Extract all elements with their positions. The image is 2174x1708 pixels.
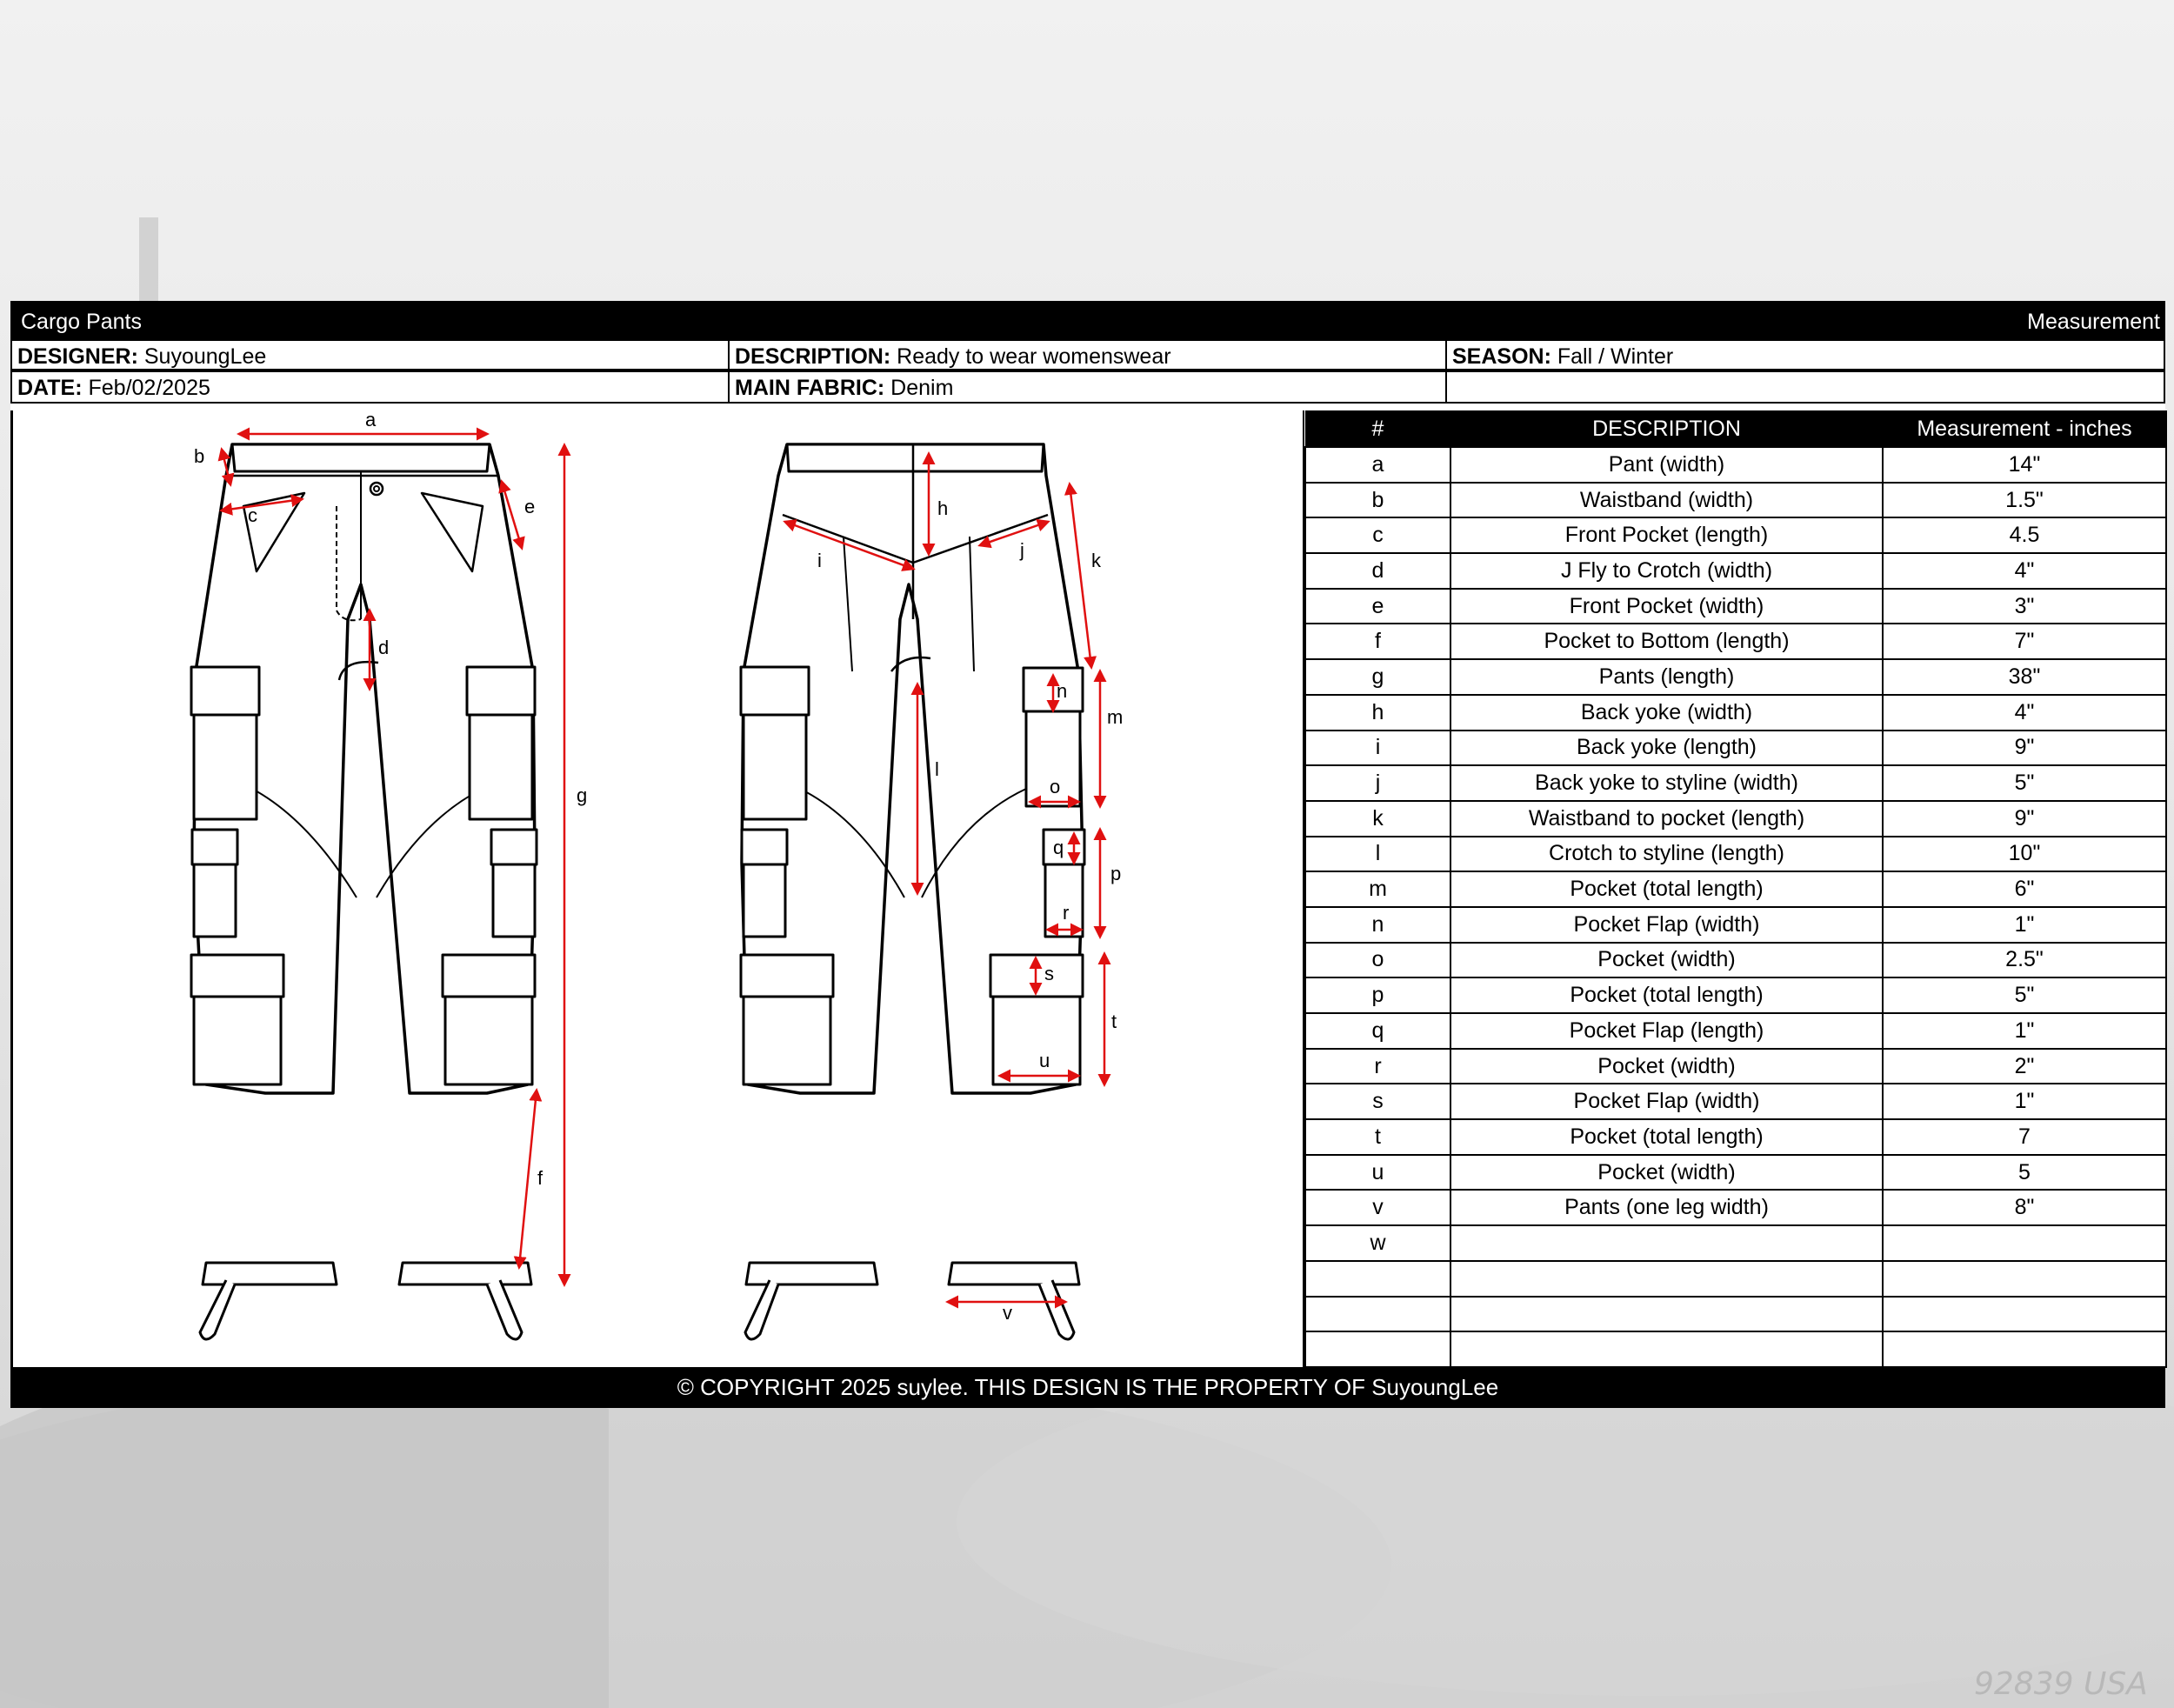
label-f: f (537, 1167, 544, 1189)
label-s: s (1044, 963, 1054, 984)
cell-measurement: 3" (1883, 589, 2166, 624)
cell-measurement: 10" (1883, 837, 2166, 872)
cell-measurement: 38" (1883, 659, 2166, 695)
cell-description: Pocket (total length) (1450, 977, 1883, 1013)
cell-description: Back yoke (width) (1450, 695, 1883, 731)
cell-letter: o (1305, 943, 1450, 978)
description-value: Ready to wear womenswear (897, 344, 1171, 369)
cell-description (1450, 1297, 1883, 1332)
label-g: g (577, 784, 588, 806)
table-row (1305, 1331, 2166, 1367)
table-row (1305, 943, 2166, 978)
label-b: b (194, 445, 205, 467)
cell-measurement: 8" (1883, 1190, 2166, 1225)
cell-description: Pocket (width) (1450, 1155, 1883, 1191)
cell-description: Crotch to styline (length) (1450, 837, 1883, 872)
back-view (741, 444, 1084, 1339)
cell-description: Pocket to Bottom (length) (1450, 624, 1883, 659)
season-value: Fall / Winter (1557, 344, 1674, 369)
table-row (1305, 1155, 2166, 1191)
cell-measurement: 7" (1883, 624, 2166, 659)
cell-description: Pocket (width) (1450, 943, 1883, 978)
table-row (1305, 871, 2166, 907)
label-k: k (1091, 550, 1101, 571)
cell-description: Pocket (width) (1450, 1049, 1883, 1084)
cell-measurement: 4" (1883, 695, 2166, 731)
label-v: v (1003, 1302, 1012, 1324)
watermark-serial: 92839 USA (1974, 1666, 2148, 1702)
cell-measurement: 5 (1883, 1155, 2166, 1191)
table-row (1305, 731, 2166, 766)
technical-drawing (10, 410, 1304, 1367)
date-label: DATE: (17, 376, 83, 400)
table-row (1305, 977, 2166, 1013)
cell-letter: l (1305, 837, 1450, 872)
cell-letter (1305, 1331, 1450, 1367)
label-t: t (1111, 1011, 1117, 1032)
cell-description: Pants (one leg width) (1450, 1190, 1883, 1225)
cell-letter: h (1305, 695, 1450, 731)
table-row (1305, 447, 2166, 483)
cell-description: Back yoke to styline (width) (1450, 765, 1883, 801)
spec-sheet (10, 301, 2165, 1408)
cell-measurement: 9" (1883, 731, 2166, 766)
cell-letter: m (1305, 871, 1450, 907)
cell-letter (1305, 1261, 1450, 1297)
designer-label: DESIGNER: (17, 344, 138, 369)
label-m: m (1107, 706, 1124, 728)
cell-measurement: 6" (1883, 871, 2166, 907)
cell-measurement: 4.5 (1883, 517, 2166, 553)
cell-measurement: 14" (1883, 447, 2166, 483)
season-cell (1445, 339, 2165, 370)
cell-letter: d (1305, 553, 1450, 589)
table-row (1305, 483, 2166, 518)
cell-measurement: 9" (1883, 801, 2166, 837)
table-row (1305, 837, 2166, 872)
cell-letter: k (1305, 801, 1450, 837)
table-row (1305, 517, 2166, 553)
cell-letter: a (1305, 447, 1450, 483)
cell-description (1450, 1261, 1883, 1297)
cell-measurement (1883, 1331, 2166, 1367)
cell-description: Waistband (width) (1450, 483, 1883, 518)
table-row (1305, 1049, 2166, 1084)
cell-measurement (1883, 1225, 2166, 1261)
cell-letter: c (1305, 517, 1450, 553)
designer-value: SuyoungLee (143, 344, 267, 369)
cell-measurement: 5" (1883, 765, 2166, 801)
cell-measurement (1883, 1261, 2166, 1297)
table-row (1305, 1225, 2166, 1261)
table-row (1305, 1261, 2166, 1297)
front-view (191, 444, 537, 1339)
label-q: q (1053, 837, 1064, 858)
col-header-number: # (1305, 411, 1450, 448)
cell-measurement: 5" (1883, 977, 2166, 1013)
col-header-description: DESCRIPTION (1450, 411, 1883, 448)
cell-description: Pocket (total length) (1450, 871, 1883, 907)
sheet-section: Measurement (2027, 310, 2160, 334)
cell-measurement: 7 (1883, 1119, 2166, 1155)
cell-letter (1305, 1297, 1450, 1332)
table-row (1305, 695, 2166, 731)
cell-letter: g (1305, 659, 1450, 695)
pants-flat-sketch (13, 410, 1304, 1367)
table-row (1305, 907, 2166, 943)
table-header-row (1305, 411, 2166, 448)
cell-letter: q (1305, 1013, 1450, 1049)
cell-description: Pants (length) (1450, 659, 1883, 695)
label-c: c (248, 504, 257, 526)
cell-letter: n (1305, 907, 1450, 943)
cell-description: Front Pocket (width) (1450, 589, 1883, 624)
table-row (1305, 1297, 2166, 1332)
label-i: i (817, 550, 822, 571)
table-row (1305, 589, 2166, 624)
table-row (1305, 1084, 2166, 1119)
cell-letter: u (1305, 1155, 1450, 1191)
cell-description (1450, 1225, 1883, 1261)
fabric-value: Denim (890, 376, 954, 400)
cell-description: Pocket Flap (width) (1450, 1084, 1883, 1119)
label-r: r (1063, 902, 1070, 924)
cell-description: Pocket (total length) (1450, 1119, 1883, 1155)
table-row (1305, 624, 2166, 659)
designer-cell (10, 339, 730, 370)
season-label: SEASON: (1452, 344, 1551, 369)
cell-description: Back yoke (length) (1450, 731, 1883, 766)
label-d: d (378, 637, 390, 658)
table-row (1305, 553, 2166, 589)
col-header-measurement: Measurement - inches (1883, 411, 2166, 448)
table-row (1305, 801, 2166, 837)
description-label: DESCRIPTION: (735, 344, 891, 369)
table-row (1305, 659, 2166, 695)
date-cell (10, 370, 730, 404)
cell-description (1450, 1331, 1883, 1367)
label-h: h (937, 497, 949, 519)
cell-letter: r (1305, 1049, 1450, 1084)
measurement-table (1304, 410, 2167, 1368)
cell-measurement: 4" (1883, 553, 2166, 589)
cell-measurement: 2" (1883, 1049, 2166, 1084)
label-j: j (1020, 539, 1024, 561)
cell-description: Pant (width) (1450, 447, 1883, 483)
date-value: Feb/02/2025 (88, 376, 210, 400)
table-row (1305, 1013, 2166, 1049)
cell-description: Pocket Flap (width) (1450, 907, 1883, 943)
sheet-title: Cargo Pants (21, 310, 142, 334)
label-e: e (524, 496, 536, 517)
table-row (1305, 1119, 2166, 1155)
cell-description: Front Pocket (length) (1450, 517, 1883, 553)
cell-letter: p (1305, 977, 1450, 1013)
cell-measurement: 1" (1883, 1013, 2166, 1049)
copyright-footer: © COPYRIGHT 2025 suylee. THIS DESIGN IS THE PROPERTY OF SuyoungLee (10, 1367, 2165, 1408)
cell-measurement: 2.5" (1883, 943, 2166, 978)
cell-letter: j (1305, 765, 1450, 801)
cell-letter: f (1305, 624, 1450, 659)
cell-measurement: 1" (1883, 907, 2166, 943)
cell-letter: b (1305, 483, 1450, 518)
cell-letter: s (1305, 1084, 1450, 1119)
cell-letter: i (1305, 731, 1450, 766)
cell-letter: w (1305, 1225, 1450, 1261)
cell-description: Waistband to pocket (length) (1450, 801, 1883, 837)
table-row (1305, 1190, 2166, 1225)
cell-letter: e (1305, 589, 1450, 624)
label-o: o (1050, 776, 1061, 797)
cell-description: Pocket Flap (length) (1450, 1013, 1883, 1049)
cell-measurement (1883, 1297, 2166, 1332)
table-row (1305, 765, 2166, 801)
table-body (1305, 447, 2166, 1367)
cell-description: J Fly to Crotch (width) (1450, 553, 1883, 589)
title-bar (10, 301, 2165, 339)
cell-letter: v (1305, 1190, 1450, 1225)
label-n: n (1057, 680, 1068, 702)
cell-letter: t (1305, 1119, 1450, 1155)
description-cell (728, 339, 1447, 370)
empty-info-cell (1445, 370, 2165, 404)
fabric-cell (728, 370, 1447, 404)
cell-measurement: 1.5" (1883, 483, 2166, 518)
label-a: a (365, 410, 377, 430)
label-p: p (1110, 863, 1122, 884)
fabric-label: MAIN FABRIC: (735, 376, 885, 400)
label-l: l (935, 758, 939, 780)
cell-measurement: 1" (1883, 1084, 2166, 1119)
label-u: u (1039, 1050, 1050, 1071)
